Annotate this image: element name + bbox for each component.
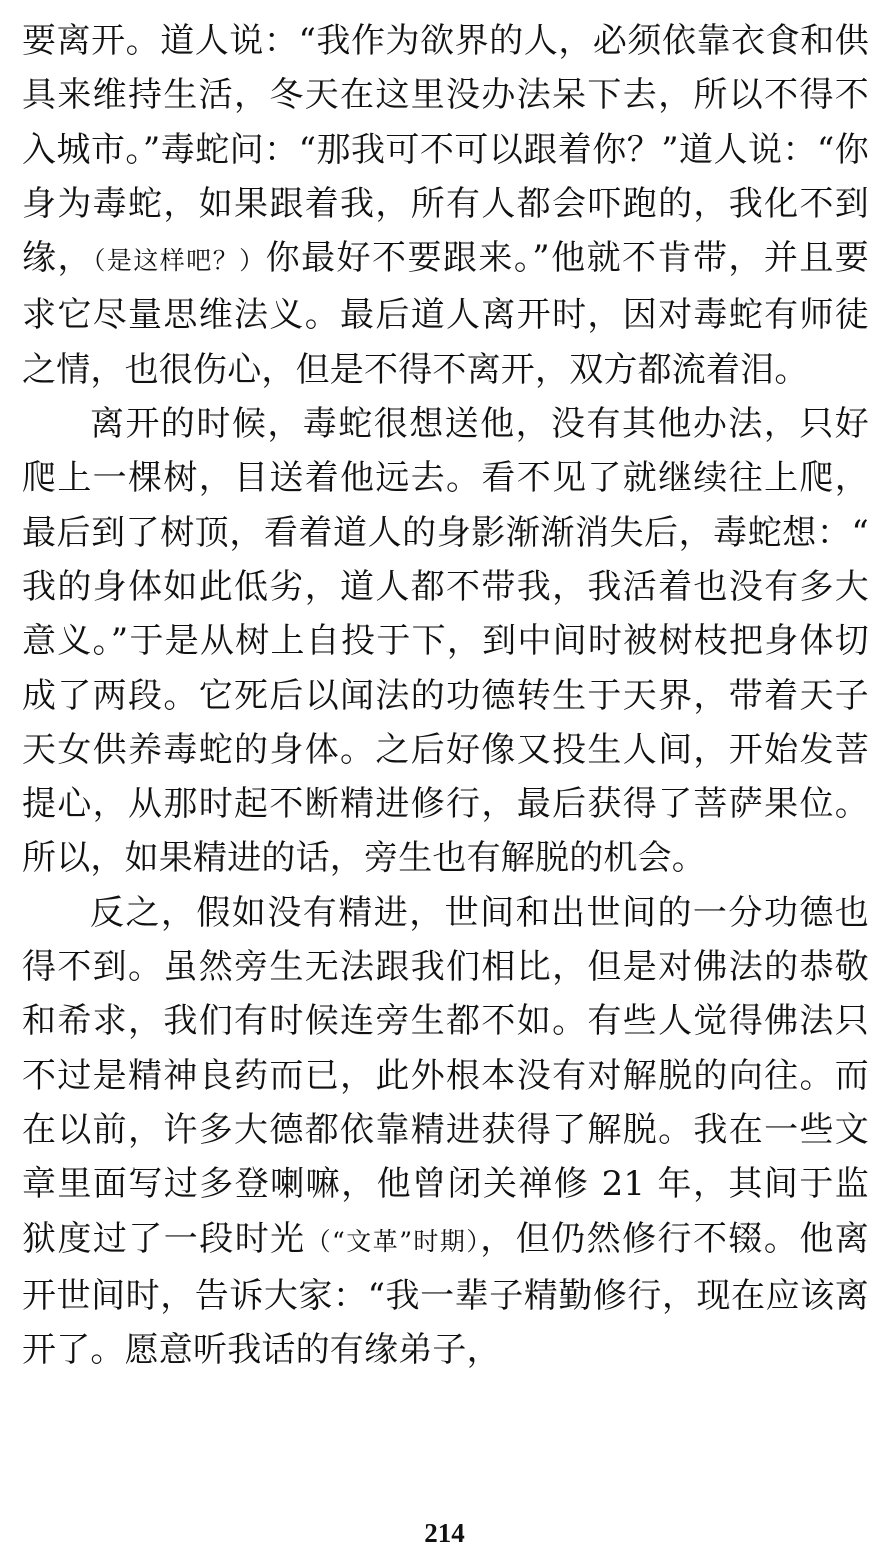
paragraph-1-text-b: 你最好不要跟来。”他就不肯带，并且要求它尽量思维法义。最后道人离开时，因对毒蛇有师徒之情，也很伤心，但是不得不离开，双方都流着泪。 [22,238,870,390]
paragraph-1 [22,14,869,397]
paragraph-1-aside-note: （是这样吧？） [92,246,266,276]
page-number: 214 [424,1518,465,1548]
paragraph-3-text-b: ，但仍然修行不辍。他离开世间时，告诉大家：“我一辈子精勤修行，现在应该离开了。愿意听我话的有缘弟子， [22,1218,869,1371]
paragraph-3 [22,886,869,1378]
paragraph-2: 离开的时候，毒蛇很想送他，没有其他办法，只好爬上一棵树，目送着他远去。看不见了就继续往上爬，最后到了树顶，看着道人的身影渐渐消失后，毒蛇想：“我的身体如此低劣，道人都不带我，我活着也没有多大意义。”于是从树上自投于下，到中间时被树枝把身体切成了两段。它死后以闻法的功德转生于天界，带着天子天女供养毒蛇的身体。之后好像又投生人间，开始发菩提心，从那时起不断精进修行，最后获得了菩萨果位。所以，如果精进的话，旁生也有解脱的机会。 [22,404,869,879]
paragraph-3-text-a: 反之，假如没有精进，世间和出世间的一分功德也得不到。虽然旁生无法跟我们相比，但是对佛法的恭敬和希求，我们有时候连旁生都不如。有些人觉得佛法只不过是精神良药而已，此外根本没有对解脱的向往。而在以前，许多大德都依靠精进获得了解脱。我在一些文章里面写过多登喇嘛，他曾闭关禅修 21 年，其间于监狱度过了一段时光 [22,892,869,1259]
paragraph-3-aside-note: （“文革”时期） [305,1226,481,1256]
paragraph-1-text-a: 要离开。道人说：“我作为欲界的人，必须依靠衣食和供具来维持生活，冬天在这里没办法呆下去，所以不得不入城市。”毒蛇问：“那我可不可以跟着你？”道人说：“你身为毒蛇，如果跟着我，所有人都会吓跑的，我化不到缘， [22,21,869,279]
